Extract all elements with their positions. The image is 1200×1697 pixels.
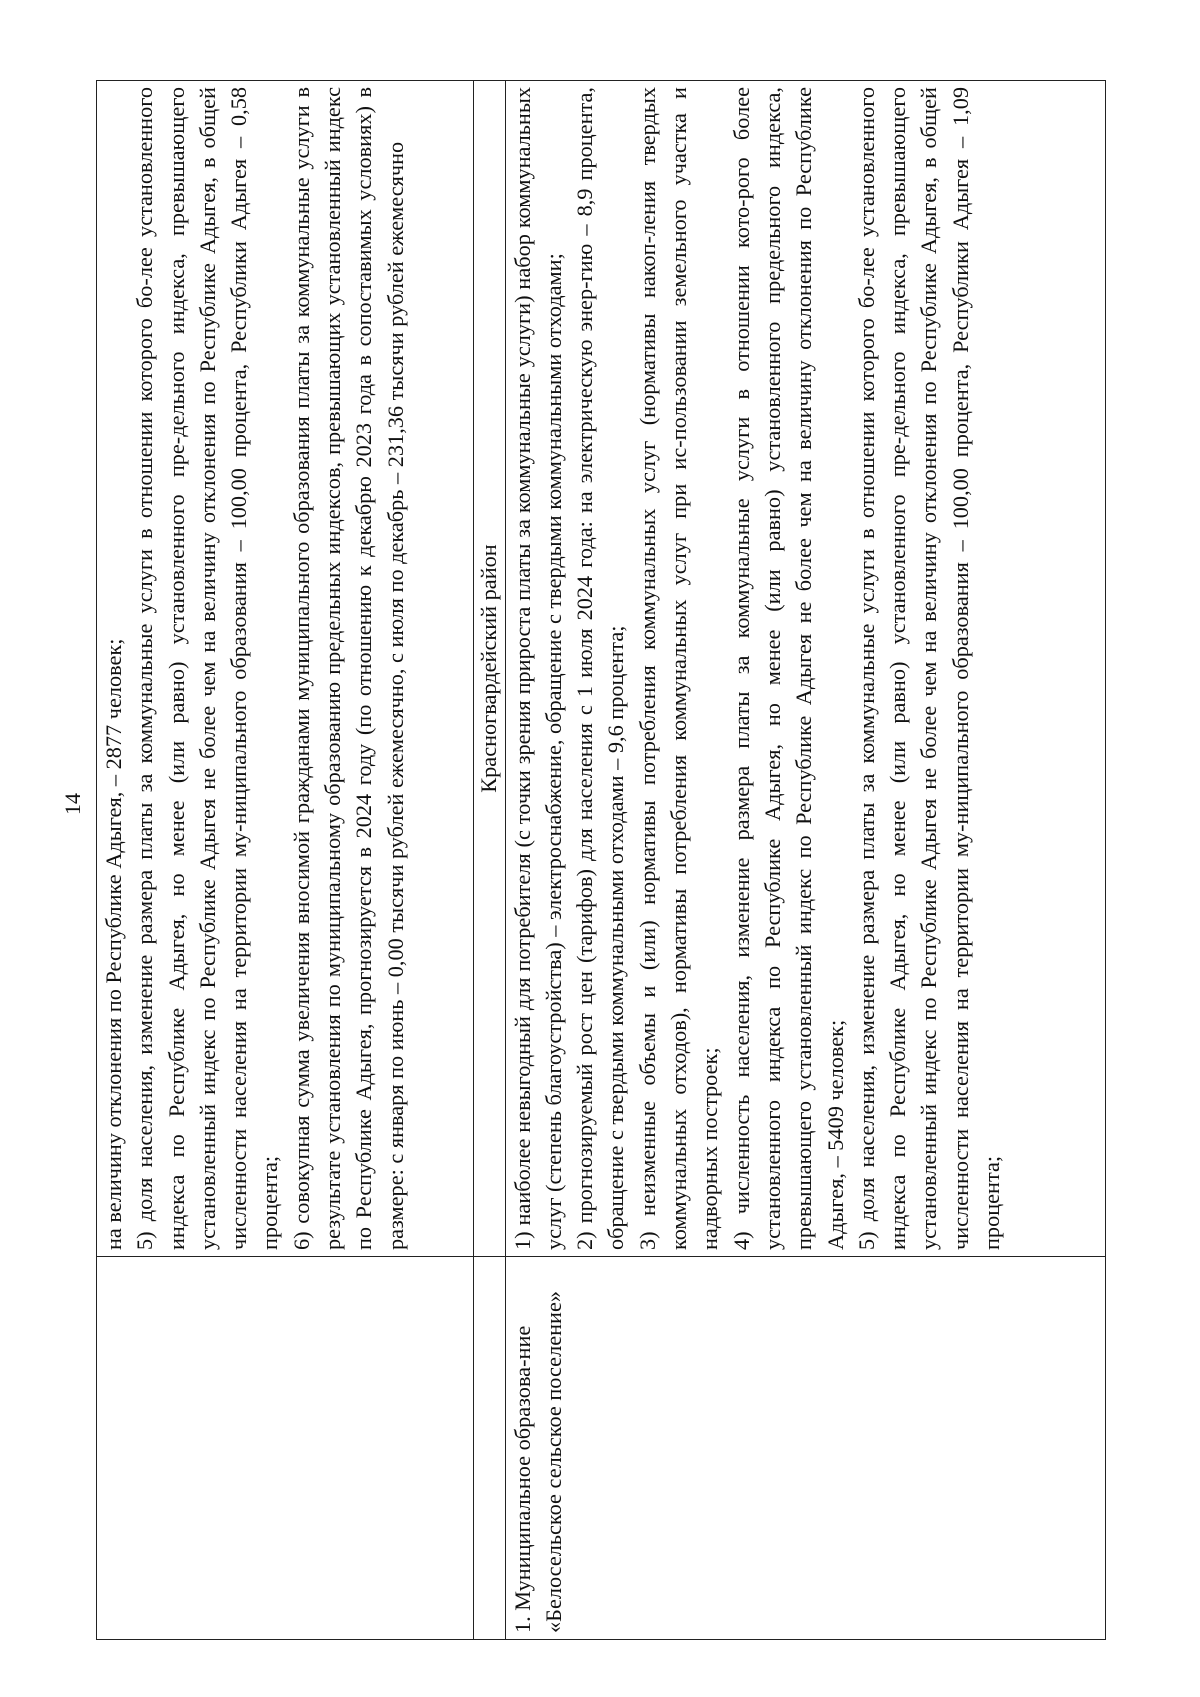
condition-line: 5) доля населения, изменение размера платы за коммунальные услуги в отношении которого бо-лее установленного индекса по Республике Адыгея, но менее (или равно) установленного пре-дельного индекса, превышающего установленный индекс по Республике Адыгея не более чем на величину отклонения по Республике Адыгея, в общей численности населения на территории му-ниципального образования – 100,00 процента, Республики Адыгея – 1,09 процента; <box>853 87 1005 1250</box>
condition-line: 2) прогнозируемый рост цен (тарифов) для населения с 1 июля 2024 года: на электрическую энер-гию – 8,9 процента, обращение с твердыми коммунальными отходами – 9,6 процента; <box>572 87 629 1250</box>
page-number: 14 <box>60 793 85 815</box>
rotated-table-sheet <box>96 80 1106 1640</box>
table-row-upper <box>97 81 474 1640</box>
indices-table <box>96 80 1106 1640</box>
conditions-cell-lower <box>505 81 1105 1257</box>
municipality-name-cell: 1. Муниципальное образова-ние «Белосельское сельское поселение» <box>505 1257 1105 1640</box>
condition-line: 6) совокупная сумма увеличения вносимой гражданами муниципального образования платы за коммунальные услуги в результате установления по муниципальному образованию предельных индексов, превышающих установленный индекс по Республике Адыгея, прогнозируется в 2024 году (по отношению к декабрю 2023 года в сопоставимых условиях) в размере: с января по июнь – 0,00 тысячи рублей ежемесячно, с июля по декабрь – 231,36 тысячи рублей ежемесячно <box>288 87 408 1250</box>
municipality-name-cell-empty <box>97 1257 474 1640</box>
condition-line: на величину отклонения по Республике Адыгея, – 2877 человек; <box>101 638 126 1250</box>
condition-line: 1) наиболее невыгодный для потребителя (с точки зрения прироста платы за коммунальные услуги) набор коммунальных услуг (степень благоустройства) – электроснабжение, обращение с твердыми коммунальными отходами; <box>509 87 566 1250</box>
table-row-lower <box>505 81 1105 1640</box>
conditions-cell-upper <box>97 81 474 1257</box>
condition-line: 5) доля населения, изменение размера платы за коммунальные услуги в отношении которого бо-лее установленного индекса по Республике Адыгея, но менее (или равно) установленного пре-дельного индекса, превышающего установленный индекс по Республике Адыгея не более чем на величину отклонения по Республике Адыгея, в общей численности населения на территории му-ниципального образования – 100,00 процента, Республики Адыгея – 0,58 процента; <box>132 87 283 1250</box>
district-spacer-cell <box>473 1257 505 1640</box>
table-row-district <box>473 81 505 1640</box>
condition-line: 4) численность населения, изменение размера платы за коммунальные услуги в отношении кото-рого более установленного индекса по Республике Адыгея, но менее (или равно) установленного предельного индекса, превышающего установленный индекс по Республике Адыгея не более чем на величину отклонения по Республике Адыгея, – 5409 человек; <box>728 87 848 1250</box>
district-heading: Красногвардейский район <box>473 81 505 1257</box>
condition-line: 3) неизменные объемы и (или) нормативы потребления коммунальных услуг (нормативы накоп-ления твердых коммунальных отходов), нормативы потребления коммунальных услуг при ис-пользовании земельного участка и надворных построек; <box>634 87 723 1250</box>
